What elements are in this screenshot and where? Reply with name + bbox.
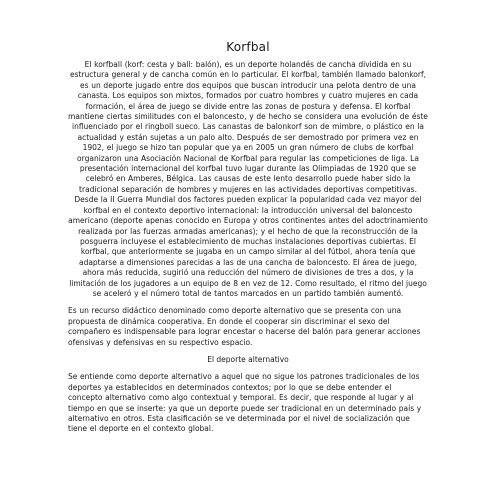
section-subheading: El deporte alternativo (207, 354, 289, 364)
second-paragraph: Es un recurso didáctico denominado como deporte alternativo que se presenta con una propuesta de dinámica cooperativa. En donde el cooperar sin discriminar el sexo del compañero es indispensable para lograr encestar o hacerse del balón para generar acciones ofensivas y defensivas en su respectivo espacio. (68, 306, 421, 347)
intro-paragraph: El korfball (korf: cesta y ball: balón), es un deporte holandés de cancha dividida en su estructura general y de cancha común en lo particular. El korfbal, también llamado balonkorf, es un deporte jugado entre dos equipos que buscan introducir una pelota dentro de una canasta. Los equipos son mixtos, formados por cuatro hombres y cuatro mujeres en cada formación, el área de juego se divide entre las zonas de postura y defensa. El korfbal mantiene ciertas similitudes con el baloncesto, y de hecho se considera una evolución de éste influenciado por el ringboll sueco. Las canastas de balonkorf son de mimbre, o plástico en la actualidad y están sujetas a un palo alto. Después de ser demostrado por primera vez en 1902, el juego se hizo tan popular que ya en 2005 un gran número de clubs de korfbal organizaron una Asociación Nacional de Korfbal para regular las competiciones de liga. La presentación internacional del korfbal tuvo lugar durante las Olimpiadas de 1920 que se celebró en Amberes, Bélgica. Las causas de este lento desarrollo puede haber sido la tradicional separación de hombres y mujeres en las actividades deportivas competitivas. Desde la II Guerra Mundial dos factores pueden explicar la popularidad cada vez mayor del korfbal en el contexto deportivo internacional: la introducción universal del baloncesto americano (deporte apenas conocido en Europa y otros continentes antes del adoctrinamiento realizada por las fuerzas armadas americanas); y el hecho de que la reconstrucción de la posguerra incluyese el establecimiento de muchas instalaciones deportivas cubiertas. El korfbal, que anteriormente se jugaba en un campo similar al del fútbol, ahora tenía que adaptarse a dimensiones parecidas a las de una cancha de baloncesto. El área de juego, ahora más reducida, sugirió una reducción del número de divisiones de tres a dos, y la limitación de los jugadores a un equipo de 8 en vez de 12. Como resultado, el ritmo del juego se aceleró y el número total de tantos marcados en un partido también aumentó. (68, 60, 428, 298)
document-title: Korfbal (226, 40, 270, 54)
document-page (68, 40, 428, 442)
third-paragraph: Se entiende como deporte alternativo a aquel que no sigue los patrones tradicionales de los deportes ya establecidos en determinados contextos; por lo que se debe entender el concepto alternativo como algo contextual y temporal. Es decir, que responde al lugar y al tiempo en que se inserte: ya que un deporte puede ser tradicional en un determinado país y alternativo en otros. Esta clasificación se ve determinada por el nivel de socialización que tiene el deporte en el contexto global. (68, 372, 422, 434)
